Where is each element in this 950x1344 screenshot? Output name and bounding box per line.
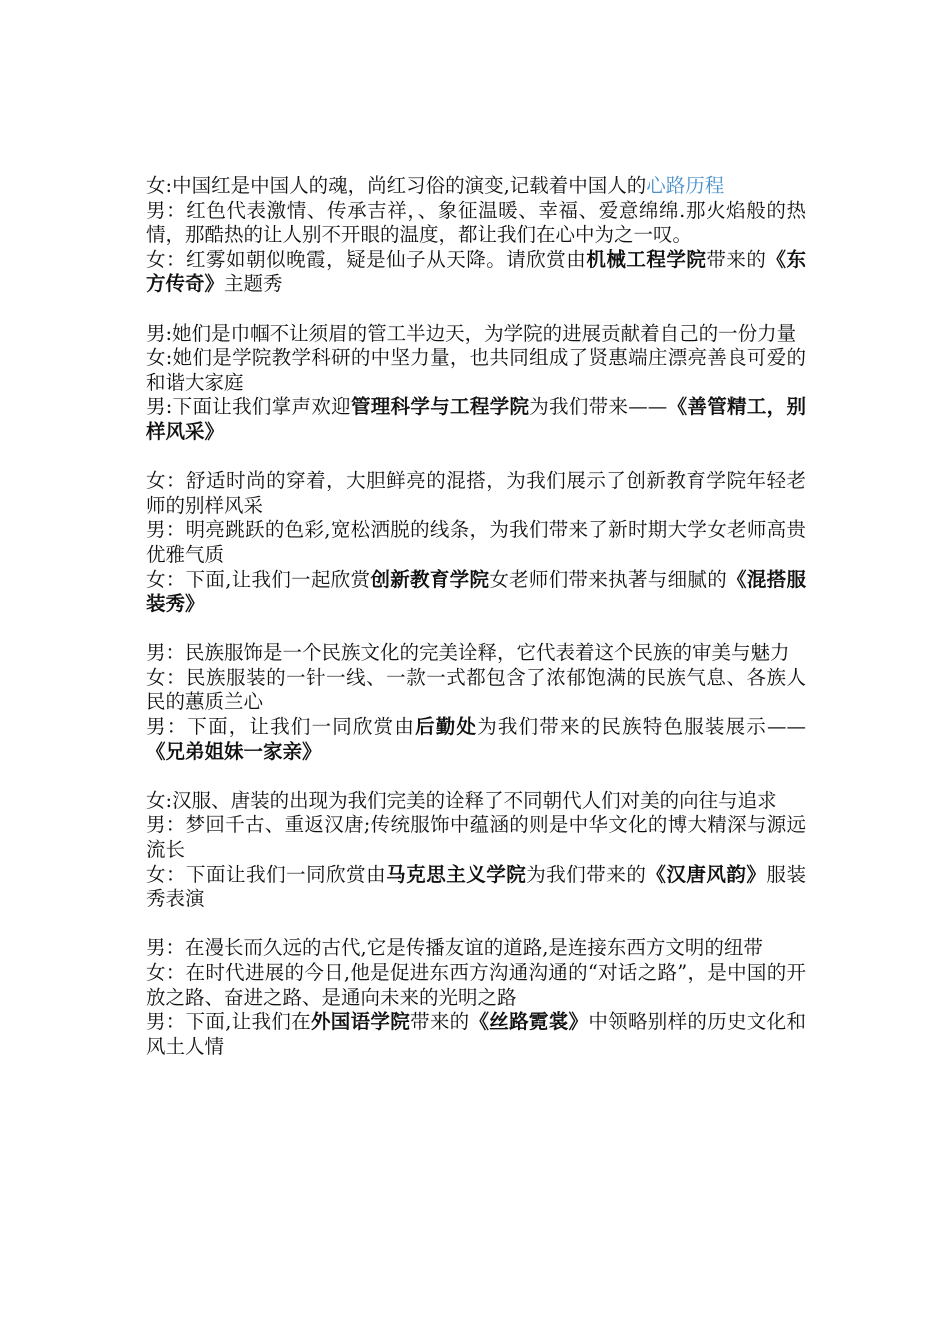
line-text: 男：下面，让我们一同欣赏由 [146,715,416,739]
line-text: 男：民族服饰是一个民族文化的完美诠释，它代表着这个民族的审美与魅力 [146,641,790,665]
program-highlight: 外国语学院 [311,1010,411,1034]
dialogue-line [146,518,806,567]
line-text: 女：在时代进展的今日,他是促进东西方沟通沟通的“对话之路”，是中国的开放之路、奋进之路、是通向未来的光明之路 [146,961,806,1009]
program-highlight: 《东方传奇》 [146,247,806,296]
hyperlink-text[interactable]: 心路历程 [646,174,725,197]
dialogue-line [146,1010,806,1059]
dialogue-line [146,813,806,862]
line-text: 男：红色代表激情、传承吉祥，、象征温暖、幸福、爱意绵绵.那火焰般的热情，那酷热的让人别不开眼的温度，都让我们在心中为之一叹。 [146,198,806,247]
line-text: 女：红雾如朝似晚霞，疑是仙子从天降。请欣赏由 [146,247,587,271]
program-highlight: 管理科学与工程学院 [350,395,530,419]
program-highlight: 《兄弟姐妹一家亲》 [146,739,322,763]
dialogue-line [146,395,806,444]
line-text: 为我们带来的 [526,862,647,886]
paragraph-gap [146,617,806,642]
line-text: 为我们带来—— [529,395,668,419]
dialogue-line [146,199,806,248]
line-text: 男：在漫长而久远的古代,它是传播友谊的道路,是连接东西方文明的纽带 [146,936,763,960]
program-highlight: 后勤处 [415,715,478,739]
dialogue-line [146,641,806,666]
line-text: 带来的 [410,1010,470,1034]
line-text: 男：梦回千古、重返汉唐;传统服饰中蕴涵的则是中华文化的博大精深与源远流长 [146,813,806,862]
dialogue-line [146,568,806,617]
program-highlight: 《混搭服装秀》 [146,567,806,616]
line-text: 男：下面,让我们在 [146,1010,311,1034]
line-text: 男：明亮跳跃的色彩,宽松洒脱的线条，为我们带来了新时期大学女老师高贵优雅气质 [146,518,806,566]
paragraph-gap [146,912,806,937]
line-text: 女老师们带来执著与细腻的 [489,567,728,591]
line-text: 主题秀 [224,272,283,296]
program-highlight: 《丝路霓裳》 [469,1010,589,1034]
line-text: 女：下面让我们一同欣赏由 [146,862,387,886]
line-text: 男:她们是巾帼不让须眉的管工半边天，为学院的进展贡献着自己的一份力量 [146,321,797,345]
document-page [146,174,806,1059]
line-text: 服装秀表演 [146,862,806,911]
dialogue-line [146,863,806,912]
line-text: 女:汉服、唐装的出现为我们完美的诠释了不同朝代人们对美的向往与追求 [146,788,777,812]
paragraph-gap [146,297,806,322]
paragraph-gap [146,764,806,789]
dialogue-line [146,174,806,199]
line-text: 带来的 [706,247,767,271]
program-highlight: 机械工程学院 [586,247,707,271]
dialogue-line [146,789,806,814]
line-text: 女：舒适时尚的穿着，大胆鲜亮的混搭，为我们展示了创新教育学院年轻老师的别样风采 [146,469,806,517]
line-text: 女：下面,让我们一起欣赏 [146,567,371,591]
paragraph-gap [146,445,806,470]
dialogue-line [146,346,806,395]
dialogue-line [146,961,806,1010]
program-highlight: 《善管精工，别样风采》 [146,395,806,443]
program-highlight: 马克思主义学院 [386,862,527,886]
dialogue-line [146,715,806,764]
program-highlight: 创新教育学院 [370,567,490,591]
line-text: 女:她们是学院教学科研的中坚力量，也共同组成了贤惠端庄漂亮善良可爱的和谐大家庭 [146,346,806,394]
line-text: 男:下面让我们掌声欢迎 [146,395,351,419]
line-text: 女:中国红是中国人的魂，尚红习俗的演变,记载着中国人的 [146,174,647,197]
dialogue-line [146,469,806,518]
dialogue-line [146,666,806,715]
dialogue-line [146,248,806,297]
dialogue-line [146,936,806,961]
dialogue-line [146,322,806,347]
line-text: 为我们带来的民族特色服装展示—— [477,715,806,739]
line-text: 中领略别样的历史文化和风土人情 [146,1010,806,1058]
line-text: 女：民族服装的一针一线、一款一式都包含了浓郁饱满的民族气息、各族人民的蕙质兰心 [146,665,806,714]
program-highlight: 《汉唐风韵》 [646,862,767,886]
